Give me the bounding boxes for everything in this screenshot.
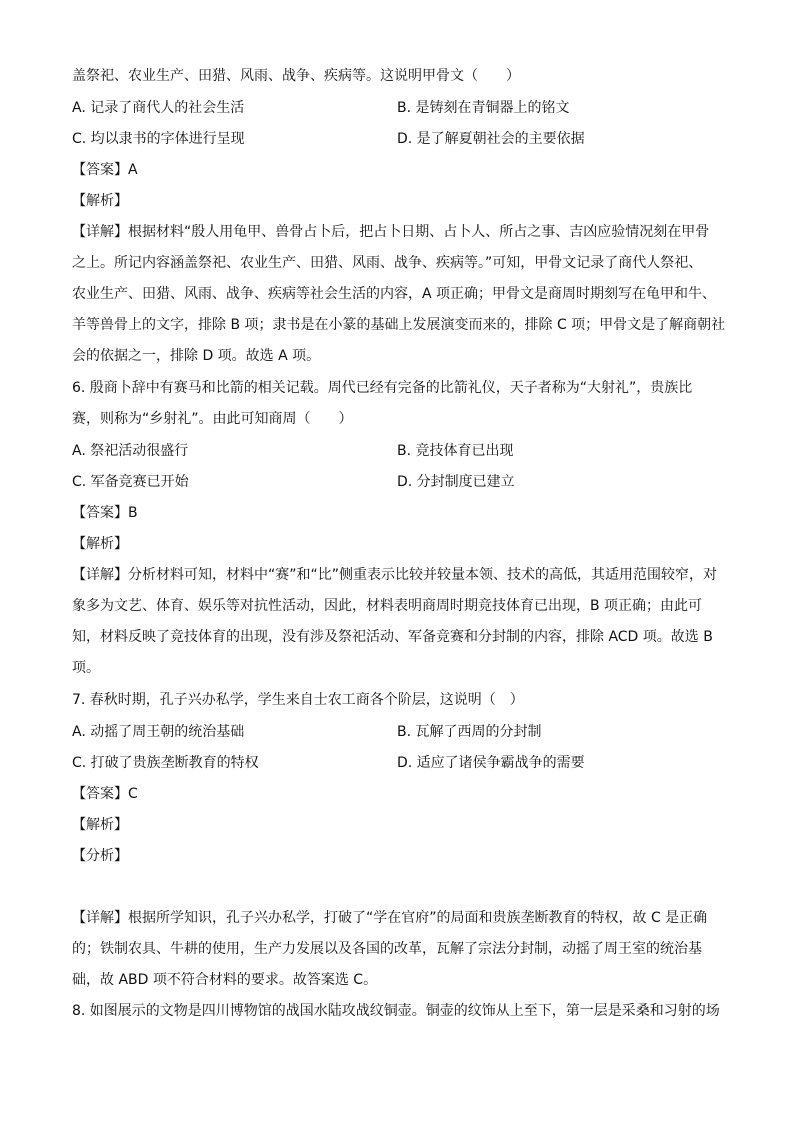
q6-stem-line: 赛，则称为“乡射礼”。由此可知商周（ ） bbox=[72, 411, 353, 427]
q5-detail-line: 【详解】根据材料“殷人用龟甲、兽骨占卜后，把占卜日期、占卜人、所占之事、吉凶应验情况刻在甲骨 bbox=[72, 224, 710, 240]
q5-detail-line: 农业生产、田猎、风雨、战争、疾病等社会生活的内容，A 项正确；甲骨文是商周时期刻写在龟甲和牛、 bbox=[72, 286, 717, 302]
q7-stem: 7. 春秋时期，孔子兴办私学，学生来自士农工商各个阶层，这说明（ ） bbox=[72, 692, 524, 708]
q6-detail-line: 【详解】分析材料可知，材料中“赛”和“比”侧重表示比较并较量本领、技术的高低，其适用范围较窄，对 bbox=[72, 567, 718, 583]
q7-analysis-label: 【解析】 bbox=[72, 817, 128, 833]
q6-stem-line: 6. 殷商卜辞中有赛马和比箭的相关记载。周代已经有完备的比箭礼仪，天子者称为“大射礼”，贵族比 bbox=[72, 380, 693, 396]
q7-option-a: A. 动摇了周王朝的统治基础 bbox=[72, 724, 245, 740]
q7-detail-line: 【详解】根据所学知识，孔子兴办私学，打破了“学在官府”的局面和贵族垄断教育的特权，故 C 是正确 bbox=[72, 910, 708, 926]
q7-detail-line: 的；铁制农具、牛耕的使用，生产力发展以及各国的改革，瓦解了宗法分封制，动摇了周王室的统治基 bbox=[72, 941, 702, 957]
q6-option-c: C. 军备竞赛已开始 bbox=[72, 474, 189, 490]
q5-detail-line: 之上。所记内容涵盖祭祀、农业生产、田猎、风雨、战争、疾病等。”可知，甲骨文记录了商代人祭祀、 bbox=[72, 255, 703, 271]
q5-option-b: B. 是铸刻在青铜器上的铭文 bbox=[397, 100, 570, 116]
q7-option-b: B. 瓦解了西周的分封制 bbox=[397, 724, 542, 740]
q7-option-c: C. 打破了贵族垄断教育的特权 bbox=[72, 755, 259, 771]
q6-detail-line: 知，材料反映了竞技体育的出现，没有涉及祭祀活动、军备竞赛和分封制的内容，排除 ACD 项。故选 B bbox=[72, 629, 713, 645]
q7-answer: 【答案】C bbox=[72, 786, 138, 802]
q5-option-a: A. 记录了商代人的社会生活 bbox=[72, 100, 245, 116]
q6-option-a: A. 祭祀活动很盛行 bbox=[72, 443, 189, 459]
q6-answer: 【答案】B bbox=[72, 505, 138, 521]
q6-option-d: D. 分封制度已建立 bbox=[397, 474, 515, 490]
q6-option-b: B. 竞技体育已出现 bbox=[397, 443, 514, 459]
q7-option-d: D. 适应了诸侯争霸战争的需要 bbox=[397, 755, 585, 771]
q5-answer: 【答案】A bbox=[72, 162, 138, 178]
q7-detail-line: 础，故 ABD 项不符合材料的要求。故答案选 C。 bbox=[72, 972, 378, 988]
q6-detail-line: 象多为文艺、体育、娱乐等对抗性活动，因此，材料表明商周时期竞技体育已出现，B 项正确；由此可 bbox=[72, 598, 703, 614]
q8-stem: 8. 如图展示的文物是四川博物馆的战国水陆攻战纹铜壶。铜壶的纹饰从上至下，第一层是采桑和习射的场 bbox=[72, 1003, 720, 1019]
q6-detail-line: 项。 bbox=[72, 660, 100, 676]
q6-analysis-label: 【解析】 bbox=[72, 536, 128, 552]
q5-option-d: D. 是了解夏朝社会的主要依据 bbox=[397, 131, 585, 147]
q5-analysis-label: 【解析】 bbox=[72, 193, 128, 209]
q7-fenxi-label: 【分析】 bbox=[72, 848, 128, 864]
q5-stem-tail: 盖祭祀、农业生产、田猎、风雨、战争、疾病等。这说明甲骨文（ ） bbox=[72, 68, 520, 84]
q5-detail-line: 羊等兽骨上的文字，排除 B 项；隶书是在小篆的基础上发展演变而来的，排除 C 项；甲骨文是了解商朝社 bbox=[72, 317, 726, 333]
q5-detail-line: 会的依据之一，排除 D 项。故选 A 项。 bbox=[72, 348, 321, 364]
q5-option-c: C. 均以隶书的字体进行呈现 bbox=[72, 131, 245, 147]
